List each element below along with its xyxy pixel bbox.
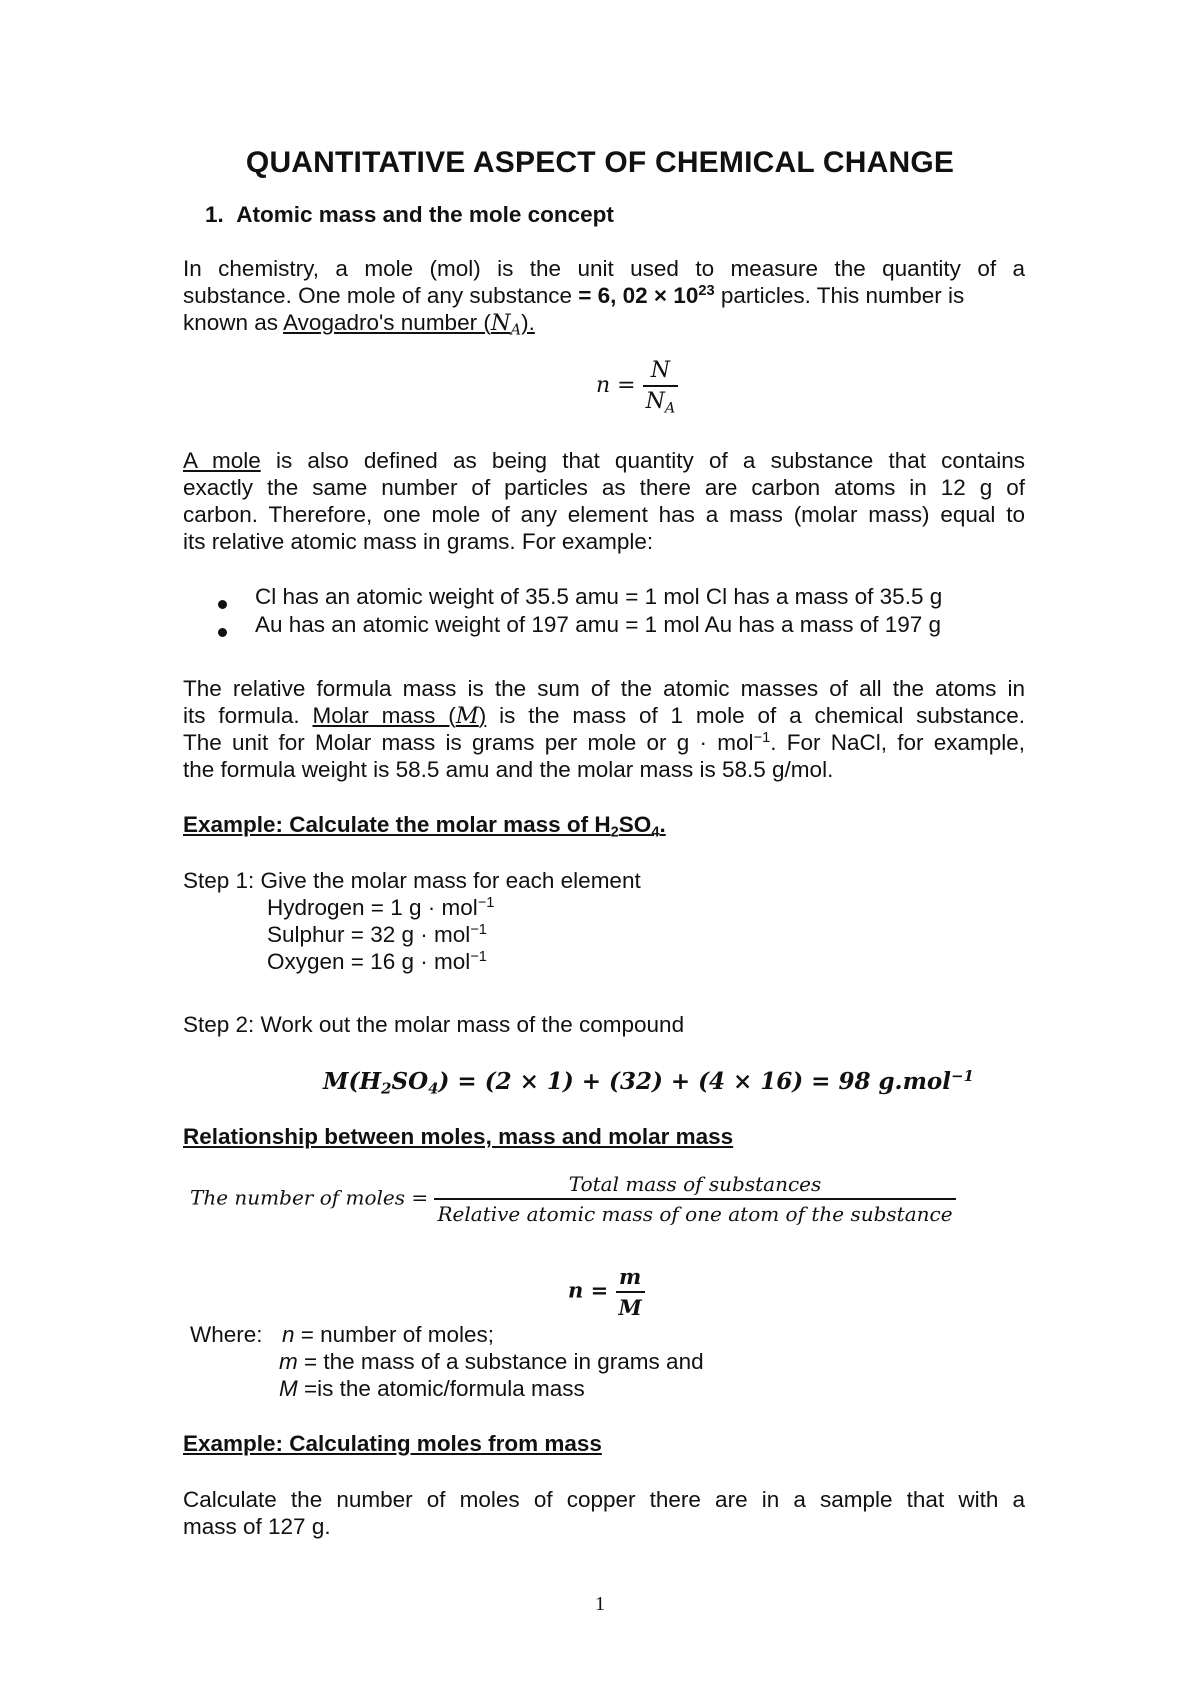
- superscript: −1: [470, 948, 487, 965]
- math-symbol: N: [490, 310, 511, 336]
- text-span: substance. One mole of any substance: [183, 283, 579, 308]
- step-label: Step 2: Work out the molar mass of the compound: [183, 1012, 685, 1037]
- superscript: −1: [477, 894, 495, 911]
- where-definition: [279, 1375, 585, 1403]
- text-span: Example: Calculate the molar mass of H: [183, 812, 611, 837]
- subscript: 2: [610, 824, 619, 841]
- example-heading: [183, 811, 666, 839]
- example-heading: Example: Calculating moles from mass: [183, 1431, 602, 1456]
- text-span: . For NaCl, for example,: [770, 730, 1026, 755]
- text-span: is also defined as being that quantity of a substance that contains: [260, 448, 1025, 473]
- text-span: ) = (2 × 1) + (32) + (4 × 16) = 98 g.mol: [438, 1068, 951, 1095]
- paragraph-line: In chemistry, a mole (mol) is the unit used to measure the quantity of a: [183, 256, 1025, 281]
- step-label: Step 1: Give the molar mass for each element: [183, 868, 641, 893]
- text-span: .: [659, 812, 666, 837]
- avogadro-term: [283, 310, 535, 339]
- math-symbol: n: [282, 1322, 295, 1347]
- page-number: 1: [595, 1593, 605, 1615]
- superscript: −1: [753, 729, 771, 746]
- fraction: [643, 358, 679, 417]
- formula-lhs: n =: [568, 1277, 609, 1303]
- fraction-denominator: [643, 385, 679, 417]
- fraction: [616, 1264, 645, 1320]
- mole-term: A mole: [183, 448, 261, 473]
- element-molar-mass: [267, 948, 487, 976]
- text-span: ): [478, 703, 487, 728]
- text-span: Avogadro's number (: [283, 310, 491, 335]
- element-molar-mass: [267, 894, 494, 922]
- fraction-denominator: M: [616, 1291, 645, 1320]
- subscript: 4: [428, 1079, 439, 1098]
- paragraph-line: The relative formula mass is the sum of the atomic masses of all the atoms in: [183, 676, 1025, 701]
- paragraph-line: exactly the same number of particles as there are carbon atoms in 12 g of: [183, 475, 1025, 500]
- subscript: A: [664, 400, 676, 417]
- paragraph-line: [183, 702, 1025, 730]
- list-item: Au has an atomic weight of 197 amu = 1 mol Au has a mass of 197 g: [255, 612, 942, 637]
- formula-n-equals-n-over-na: [596, 358, 678, 417]
- subscript: A: [510, 321, 522, 339]
- section-title: Atomic mass and the mole concept: [236, 202, 614, 227]
- subscript: 4: [651, 824, 660, 841]
- paragraph-line: [183, 309, 535, 337]
- math-symbol: M: [455, 703, 479, 729]
- element-molar-mass: [267, 921, 487, 949]
- text-span: ).: [521, 310, 535, 335]
- text-span: Hydrogen = 1 g · mol: [267, 895, 478, 920]
- paragraph-line: [183, 447, 1025, 475]
- paragraph-line: its relative atomic mass in grams. For example:: [183, 529, 654, 554]
- text-span: SO: [391, 1068, 429, 1095]
- text-span: The unit for Molar mass is grams per mole or g · mol: [183, 730, 754, 755]
- section-number: 1.: [205, 202, 224, 227]
- superscript: 23: [698, 282, 715, 299]
- section-heading: [205, 202, 614, 228]
- bullet-dot: [218, 596, 227, 614]
- fraction-denominator: Relative atomic mass of one atom of the substance: [434, 1198, 955, 1226]
- fraction-numerator: N: [650, 358, 671, 383]
- formula-lhs: The number of moles =: [190, 1185, 429, 1210]
- paragraph-line: [183, 282, 964, 310]
- paragraph-line: Calculate the number of moles of copper there are in a sample that with a: [183, 1487, 1025, 1512]
- section-subheading: Relationship between moles, mass and molar mass: [183, 1124, 734, 1149]
- where-definition: [279, 1348, 704, 1376]
- text-span: Oxygen = 16 g · mol: [267, 949, 471, 974]
- text-span: SO: [618, 812, 652, 837]
- text-span: Molar mass (: [312, 703, 456, 728]
- fraction-numerator: m: [619, 1264, 642, 1289]
- formula-n-equals-m-over-M: [568, 1264, 645, 1320]
- math-symbol: N: [645, 389, 665, 414]
- text-span: known as: [183, 310, 284, 335]
- paragraph-line: carbon. Therefore, one mole of any element has a mass (molar mass) equal to: [183, 502, 1025, 527]
- text-span: = the mass of a substance in grams and: [297, 1349, 704, 1374]
- text-span: M(H: [323, 1068, 382, 1095]
- text-span: Sulphur = 32 g · mol: [267, 922, 471, 947]
- molar-mass-formula: [323, 1066, 974, 1098]
- text-span: its formula.: [183, 703, 313, 728]
- text-span: is the mass of 1 mole of a chemical substance.: [486, 703, 1025, 728]
- paragraph-line: mass of 127 g.: [183, 1514, 331, 1539]
- math-symbol: M: [279, 1376, 298, 1401]
- superscript: −1: [950, 1066, 974, 1085]
- list-item: Cl has an atomic weight of 35.5 amu = 1 mol Cl has a mass of 35.5 g: [255, 584, 943, 609]
- avogadro-value: [578, 283, 714, 308]
- subscript: 2: [381, 1079, 392, 1098]
- bullet-dot: [218, 624, 227, 642]
- text-span: = 6, 02 × 10: [578, 283, 699, 308]
- paragraph-line: the formula weight is 58.5 amu and the molar mass is 58.5 g/mol.: [183, 757, 834, 782]
- fraction: [434, 1172, 955, 1226]
- math-symbol: m: [279, 1349, 298, 1374]
- text-span: =is the atomic/formula mass: [297, 1376, 585, 1401]
- formula-lhs: n =: [596, 373, 636, 398]
- fraction-numerator: Total mass of substances: [568, 1172, 822, 1196]
- moles-definition-formula: [190, 1172, 956, 1226]
- where-definition: [282, 1321, 494, 1349]
- paragraph-line: [183, 729, 1025, 757]
- page-title: QUANTITATIVE ASPECT OF CHEMICAL CHANGE: [245, 146, 955, 179]
- text-span: = number of moles;: [294, 1322, 494, 1347]
- superscript: −1: [470, 921, 487, 938]
- where-label: Where:: [190, 1322, 263, 1347]
- molar-mass-term: [312, 703, 486, 728]
- text-span: particles. This number is: [714, 283, 965, 308]
